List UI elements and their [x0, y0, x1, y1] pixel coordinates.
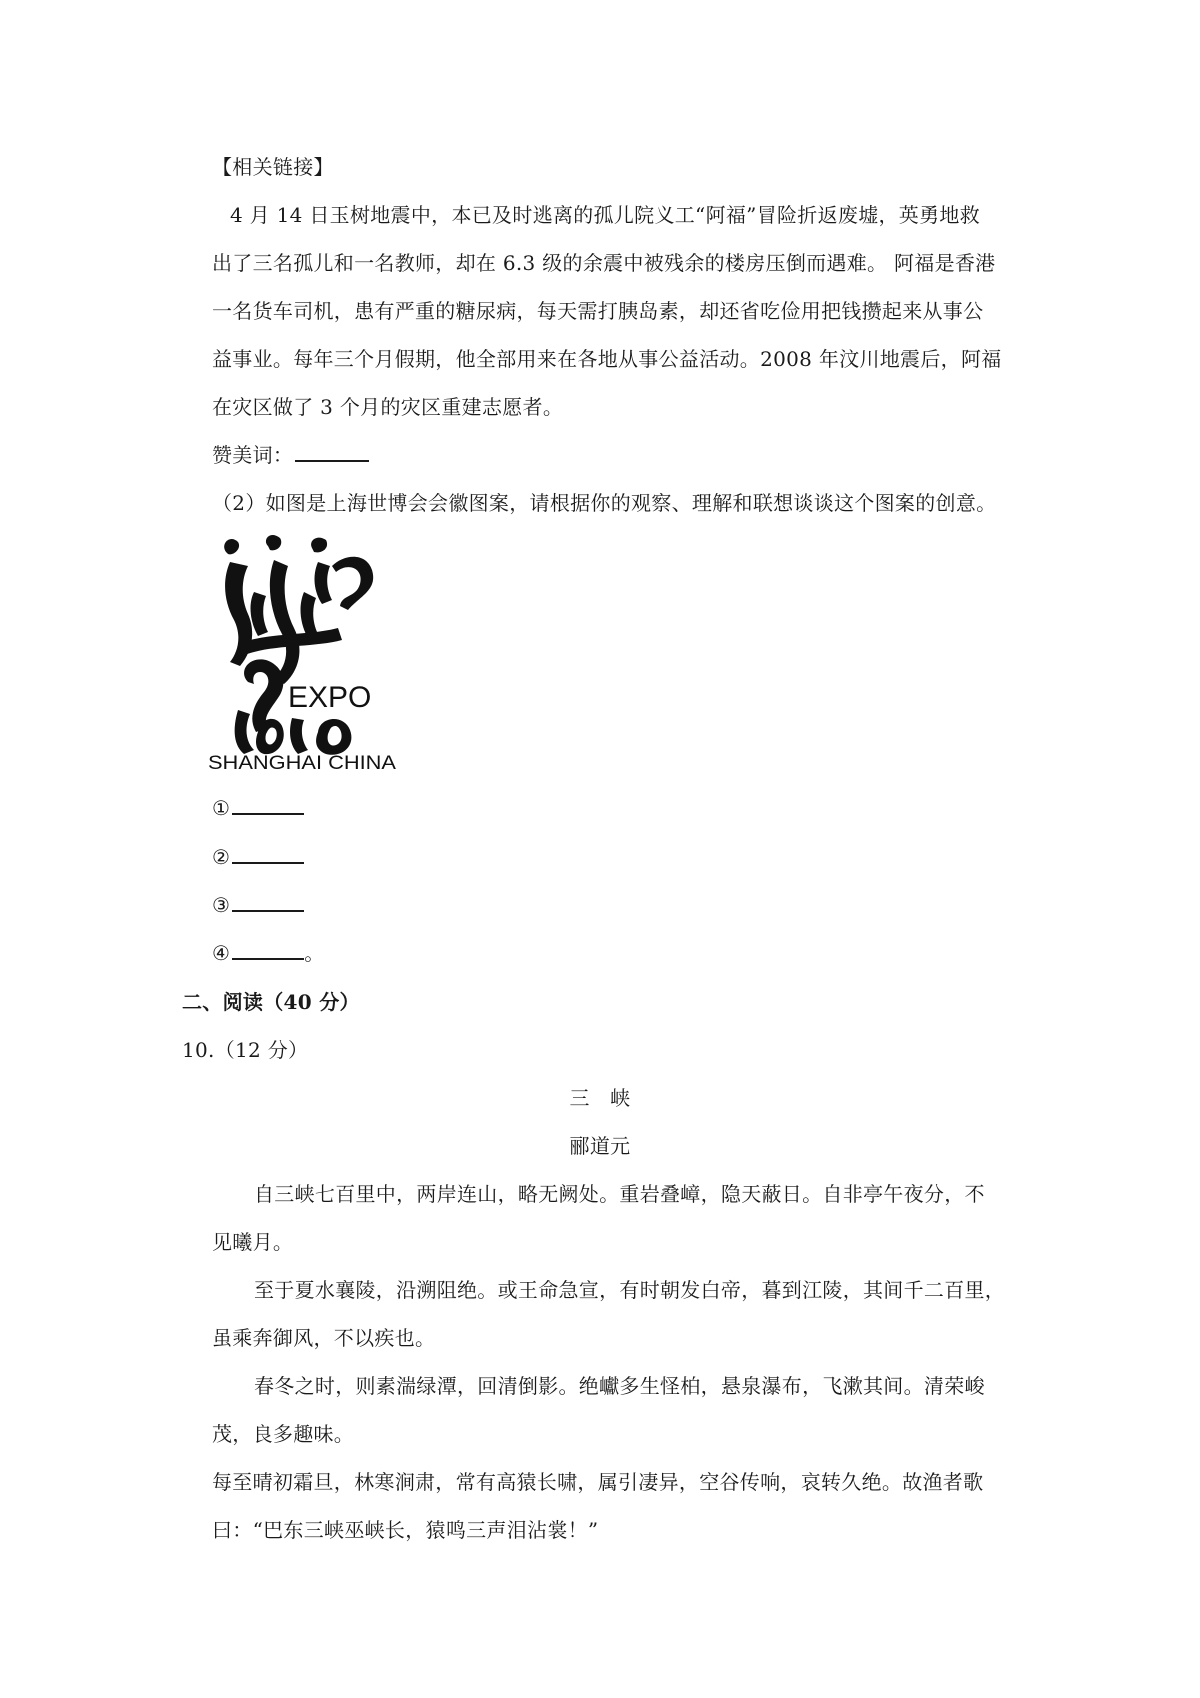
poem-author: 郦道元 — [569, 1134, 631, 1158]
expo-logo-graphic — [208, 532, 398, 772]
answer-blank-4[interactable] — [232, 940, 304, 960]
poem-line-1: 自三峡七百里中，两岸连山，略无阙处。重岩叠嶂，隐天蔽日。自非亭午夜分，不 — [254, 1182, 985, 1206]
answer-line-2 — [212, 842, 304, 872]
answer-marker-3: ③ — [212, 893, 231, 917]
link-heading: 【相关链接】 — [212, 155, 334, 179]
passage-line-5: 在灾区做了 3 个月的灾区重建志愿者。 — [212, 395, 564, 419]
praise-word-prompt — [212, 440, 369, 470]
passage-line-1: 4 月 14 日玉树地震中，本已及时逃离的孤儿院义工“阿福”冒险折返废墟，英勇地救 — [230, 203, 980, 227]
poem-line-4: 虽乘奔御风，不以疾也。 — [212, 1326, 436, 1350]
poem-line-6: 茂，良多趣味。 — [212, 1422, 355, 1446]
answer-end-punct: 。 — [304, 941, 325, 965]
poem-title: 三 峡 — [569, 1086, 631, 1110]
expo-2010-logo — [208, 532, 398, 772]
answer-marker-1: ① — [212, 796, 231, 820]
poem-line-7: 每至晴初霜旦，林寒涧肃，常有高猿长啸，属引凄异，空谷传响，哀转久绝。故渔者歌 — [212, 1470, 984, 1494]
praise-answer-blank[interactable] — [295, 442, 369, 462]
passage-line-3: 一名货车司机，患有严重的糖尿病，每天需打胰岛素，却还省吃俭用把钱攒起来从事公 — [212, 299, 984, 323]
passage-line-4: 益事业。每年三个月假期，他全部用来在各地从事公益活动。2008 年汶川地震后，阿福 — [212, 347, 1002, 371]
question-10: 10.（12 分） — [182, 1038, 309, 1062]
answer-marker-2: ② — [212, 845, 231, 869]
answer-marker-4: ④ — [212, 941, 231, 965]
poem-line-3: 至于夏水襄陵，沿溯阻绝。或王命急宣，有时朝发白帝，暮到江陵，其间千二百里， — [254, 1278, 1006, 1302]
question-2: （2）如图是上海世博会会徽图案，请根据你的观察、理解和联想谈谈这个图案的创意。 — [212, 491, 997, 515]
passage-line-2: 出了三名孤儿和一名教师，却在 6.3 级的余震中被残余的楼房压倒而遇难。 阿福是香港 — [212, 251, 996, 275]
answer-blank-3[interactable] — [232, 892, 304, 912]
praise-label: 赞美词： — [212, 443, 294, 467]
answer-blank-2[interactable] — [232, 844, 304, 864]
answer-line-1 — [212, 793, 304, 823]
answer-line-4 — [212, 938, 325, 968]
answer-line-3 — [212, 890, 304, 920]
answer-blank-1[interactable] — [232, 795, 304, 815]
poem-line-2: 见曦月。 — [212, 1230, 294, 1254]
section-heading: 二、阅读（40 分） — [182, 990, 360, 1014]
shanghai-china-text: SHANGHAI CHINA — [208, 753, 397, 772]
expo-text: EXPO — [288, 681, 372, 714]
poem-line-5: 春冬之时，则素湍绿潭，回清倒影。绝巘多生怪柏，悬泉瀑布，飞漱其间。清荣峻 — [254, 1374, 985, 1398]
poem-line-8: 曰：“巴东三峡巫峡长，猿鸣三声泪沾裳！” — [212, 1518, 599, 1542]
